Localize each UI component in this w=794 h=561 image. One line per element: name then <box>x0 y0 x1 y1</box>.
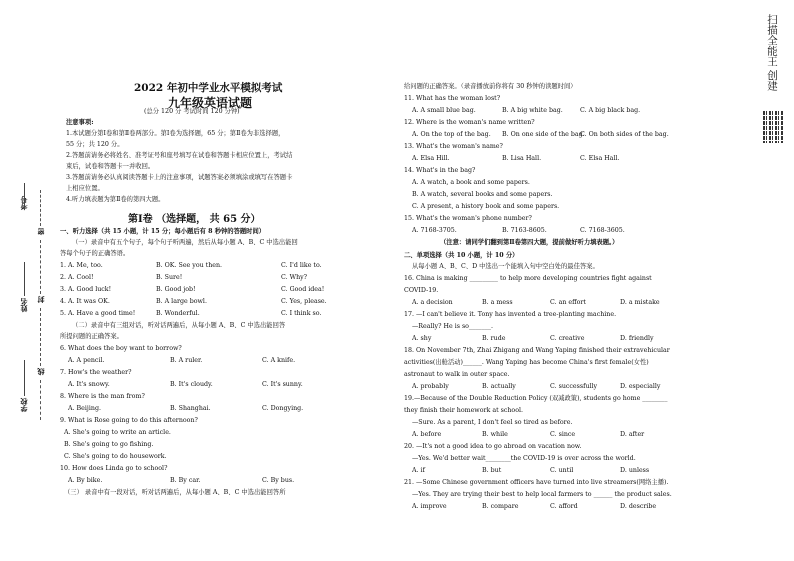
notice-line: 1.本试题分第Ⅰ卷和第Ⅱ卷两部分。第Ⅰ卷为选择题，65 分；第Ⅱ卷为非选择题， <box>66 130 285 137</box>
question: —Yes. They are trying their best to help local farmers to ______ the product sales. <box>412 491 672 498</box>
option: B. 7163-8605. <box>502 227 547 234</box>
option: 2. A. Cool! <box>60 274 94 281</box>
option: A. She's going to write an article. <box>64 429 171 436</box>
option: A. Elsa Hill. <box>412 155 450 162</box>
school-label: 学校 <box>19 398 28 412</box>
binding-line <box>40 190 41 226</box>
scanner-watermark: 扫描全能王 创建 <box>766 14 778 91</box>
question: 11. What has the woman lost? <box>404 95 501 102</box>
option: D. especially <box>620 383 661 390</box>
option: B. She's going to go fishing. <box>64 441 154 448</box>
option: B. Lisa Hall. <box>502 155 542 162</box>
option: C. Good idea! <box>281 286 325 293</box>
question: 6. What does the boy want to borrow? <box>60 345 182 352</box>
option: A. By bike. <box>68 477 103 484</box>
seal-char-xian: 线 <box>36 368 45 375</box>
notice-heading: 注意事项: <box>66 119 94 126</box>
instruction: （三） 录音中有一段对话，听对话两遍后，从每小题 A、B、C 中选出能回答所 <box>64 489 286 496</box>
binding-line <box>40 308 41 366</box>
question: —Yes. We'd better wait________the COVID-19 is over across the world. <box>412 455 636 462</box>
section1-heading: 一、听力选择（共 15 小题，计 15 分；每小题后有 8 秒钟的答题时间） <box>60 228 266 235</box>
option: D. after <box>620 431 645 438</box>
instruction: （二）录音中有三组对话，听对话两遍后，从每小题 A、B、C 中选出能回答 <box>72 322 286 329</box>
question: —Sure. As a parent, I don't feel so tired as before. <box>412 419 573 426</box>
exam-number-label: 考号 <box>19 196 28 210</box>
listening-note: （注意：请同学们翻到第Ⅱ卷第四大题，提前做好听力填表题。） <box>440 239 619 246</box>
option: C. I'd like to. <box>281 262 322 269</box>
score-info: (总分 120 分 考试时间 120 分钟) <box>144 108 240 115</box>
question: 9. What is Rose going to do this afternoon? <box>60 417 198 424</box>
binding-line <box>40 380 41 420</box>
option: A. probably <box>412 383 449 390</box>
question: 16. China is making _________ to help more developing countries fight against <box>404 275 652 282</box>
name-label: 姓名 <box>19 298 28 312</box>
option: B. compare <box>482 503 519 510</box>
option: B. Shanghai. <box>170 405 211 412</box>
option: A. shy <box>412 335 432 342</box>
question: 8. Where is the man from? <box>60 393 145 400</box>
question: 17. —I can't believe it. Tony has invented a tree-planting machine. <box>404 311 617 318</box>
underline <box>24 262 25 296</box>
option: A. a decision <box>412 299 453 306</box>
notice-line: 上相应位置。 <box>66 185 104 192</box>
option: 1. A. Me, too. <box>60 262 103 269</box>
option: B. A ruler. <box>170 357 203 364</box>
binding-line <box>40 240 41 294</box>
option: C. A present, a history book and some papers. <box>412 203 560 210</box>
question: 13. What's the woman's name? <box>404 143 503 150</box>
option: A. On the top of the bag. <box>412 131 491 138</box>
option: C. until <box>550 467 574 474</box>
option: C. Why? <box>281 274 308 281</box>
option: C. On both sides of the bag. <box>580 131 669 138</box>
option: C. successfully <box>550 383 598 390</box>
option: A. 7168-3705. <box>412 227 457 234</box>
option: C. Yes, please. <box>281 298 327 305</box>
question: 15. What's the woman's phone number? <box>404 215 532 222</box>
question: 14. What's in the bag? <box>404 167 476 174</box>
option: C. By bus. <box>262 477 295 484</box>
option: B. rude <box>482 335 506 342</box>
option: A. A pencil. <box>68 357 105 364</box>
question: 19.—Because of the Double Reduction Policy (双减政策), students go home ________ <box>404 395 668 402</box>
option: C. an effort <box>550 299 586 306</box>
option: C. It's sunny. <box>262 381 303 388</box>
option: A. improve <box>412 503 447 510</box>
part1-title: 第Ⅰ卷 （选择题， 共 65 分） <box>128 214 261 225</box>
option: C. A big black bag. <box>580 107 641 114</box>
question: 18. On November 7th, Zhai Zhigang and Wang Yaping finished their extravehicular <box>404 347 670 354</box>
instruction: 从每小题 A、B、C、D 中选出一个能填入句中空白处的最佳答案。 <box>412 263 599 270</box>
notice-line: 2.答题前请务必将姓名、准考证号和座号填写在试卷和答题卡相应位置上，考试结 <box>66 152 293 159</box>
option: B. By car. <box>170 477 201 484</box>
question: 10. How does Linda go to school? <box>60 465 168 472</box>
seal-char-mi: 密 <box>36 228 45 235</box>
option: C. A knife. <box>262 357 296 364</box>
question: astronaut to walk in outer space. <box>404 371 510 378</box>
option: A. It's snowy. <box>68 381 110 388</box>
option: D. a mistake <box>620 299 660 306</box>
question: —Really? He is so_______. <box>412 323 494 330</box>
instruction: （一）录音中有五个句子，每个句子听两遍，然后从每小题 A、B、C 中选出能回 <box>72 239 298 246</box>
question: COVID-19. <box>404 287 439 294</box>
option: C. creative <box>550 335 585 342</box>
option: C. afford <box>550 503 578 510</box>
option: A. before <box>412 431 442 438</box>
option: B. actually <box>482 383 516 390</box>
question: they finish their homework at school. <box>404 407 524 414</box>
option: C. She's going to do housework. <box>64 453 167 460</box>
instruction: 给问题的正确答案。（录音播放前你将有 30 秒钟的读题时间） <box>404 83 577 90</box>
option: B. A big white bag. <box>502 107 563 114</box>
option: B. Wonderful. <box>156 310 200 317</box>
option: B. a mess <box>482 299 513 306</box>
option: B. while <box>482 431 508 438</box>
underline <box>24 183 25 209</box>
option: A. if <box>412 467 425 474</box>
question: activities(出舱活动)______. Wang Yaping has become China's first female(女性) <box>404 359 649 366</box>
option: C. I think so. <box>281 310 322 317</box>
option: B. but <box>482 467 502 474</box>
option: C. Elsa Hall. <box>580 155 620 162</box>
exam-title: 2022 年初中学业水平模拟考试 <box>134 82 283 94</box>
option: A. A small blue bag. <box>412 107 476 114</box>
underline <box>24 360 25 396</box>
question: 7. How's the weather? <box>60 369 132 376</box>
notice-line: 4.听力填表题为第Ⅱ卷的第四大题。 <box>66 196 165 203</box>
option: B. Sure! <box>156 274 183 281</box>
notice-line: 3.答题前请务必认真阅读答题卡上的注意事项，试题答案必须填涂或填写在答题卡 <box>66 174 293 181</box>
question: 21. —Some Chinese government officers have turned into live streamers(网络主播). <box>404 479 669 486</box>
question: 20. —It's not a good idea to go abroad on vacation now. <box>404 443 582 450</box>
option: A. A watch, a book and some papers. <box>412 179 530 186</box>
option: A. Beijing. <box>68 405 101 412</box>
instruction: 所提问题的正确答案。 <box>60 333 123 340</box>
option: C. since <box>550 431 576 438</box>
option: B. On one side of the bag. <box>502 131 585 138</box>
option: D. friendly <box>620 335 654 342</box>
option: B. Good job! <box>156 286 196 293</box>
option: D. describe <box>620 503 657 510</box>
qr-code-icon <box>763 111 783 143</box>
option: D. unless <box>620 467 650 474</box>
instruction: 答每个句子的正确答语。 <box>60 250 130 257</box>
notice-line: 束后，试卷和答题卡一并收回。 <box>66 163 155 170</box>
exam-subtitle: 九年级英语试题 <box>168 96 253 110</box>
option: B. It's cloudy. <box>170 381 213 388</box>
section2-heading: 二、单项选择（共 10 小题，计 10 分） <box>404 252 519 259</box>
option: 5. A. Have a good time! <box>60 310 136 317</box>
option: B. A watch, several books and some papers. <box>412 191 553 198</box>
option: C. Dongying. <box>262 405 304 412</box>
option: B. A large bowl. <box>156 298 207 305</box>
notice-line: 55 分；共 120 分。 <box>66 141 124 148</box>
option: 3. A. Good luck! <box>60 286 112 293</box>
option: B. OK. See you then. <box>156 262 223 269</box>
question: 12. Where is the woman's name written? <box>404 119 535 126</box>
seal-char-feng: 封 <box>36 296 45 303</box>
option: 4. A. It was OK. <box>60 298 110 305</box>
option: C. 7168-3605. <box>580 227 625 234</box>
